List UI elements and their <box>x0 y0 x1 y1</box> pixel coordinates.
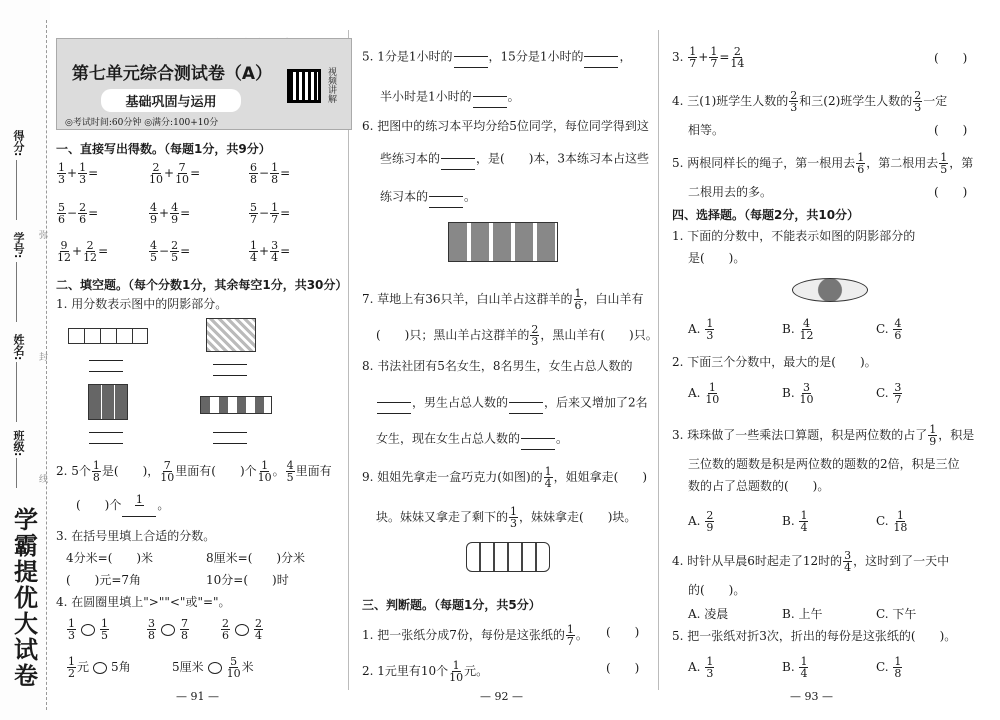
fill-q3d: 10分=( )时 <box>206 573 289 587</box>
calc-5: $\frac{4}{9}$ + $\frac{4}{9}$ = <box>150 201 191 226</box>
judge-q1-answer[interactable]: ( ) <box>606 625 640 639</box>
brand-logo: 学霸提优大试卷 <box>9 507 38 689</box>
fill-q6-line3: 练习本的 。 <box>380 186 476 208</box>
fill-q3: 3. 在括号里填上合适的分数。 <box>56 529 216 543</box>
oval-dots-figure <box>792 278 868 302</box>
answer-1 <box>88 350 124 372</box>
column-divider-2 <box>658 30 659 690</box>
diamond-grid-figure <box>88 384 128 420</box>
calc-9: $\frac{1}{4}$ + $\frac{3}{4}$ = <box>250 239 291 264</box>
fill-q4: 4. 在圆圈里填上">""<"或"="。 <box>56 595 231 609</box>
choice-q1-line2: 是( )。 <box>688 251 746 265</box>
seal-mark-3: 线 <box>37 474 47 483</box>
judge-q5: 5. 两根同样长的绳子，第一根用去 $\frac{1}{6}$ ，第二根用去 $\frac{1}{5}$ ，第 <box>672 151 974 176</box>
choice-q3-line3: 数的占了总题数的( )。 <box>688 479 830 493</box>
section-4-title: 四、选择题。（每题2分，共10分） <box>672 208 860 222</box>
score-label: 得分: <box>12 130 25 157</box>
calc-8: $\frac{4}{5}$ − $\frac{2}{5}$ = <box>150 239 191 264</box>
cut-line <box>46 20 47 710</box>
judge-q1: 1. 把一张纸分成7份，每份是这张纸的 $\frac{1}{7}$ 。 <box>362 623 588 648</box>
fill-q8-line3: 女生，现在女生占总人数的 。 <box>376 428 568 450</box>
choice-q2-a[interactable]: A. $\frac{1}{10}$ <box>688 381 720 406</box>
choice-q5-b[interactable]: B. $\frac{1}{4}$ <box>782 655 808 680</box>
choice-q4: 4. 时针从早晨6时起走了12时的 $\frac{3}{4}$ ，这时到了一天中 <box>672 549 950 574</box>
choice-q2-b[interactable]: B. $\frac{3}{10}$ <box>782 381 814 406</box>
fill-q2: 2. 5个 $\frac{1}{8}$ 是( )， $\frac{7}{10}$ 里面有( )个 $\frac{1}{10}$ 。 $\frac{4}{5}$ 里面有 <box>56 459 332 484</box>
judge-q4-answer[interactable]: ( ) <box>934 123 968 137</box>
chocolate-box-figure <box>466 542 550 572</box>
test-subtitle: 基础巩固与运用 <box>101 89 241 112</box>
choice-q3: 3. 珠珠做了一些乘法口算题，积是两位数的占了 $\frac{1}{9}$ ，积是 <box>672 423 975 448</box>
class-label: 班级: <box>12 430 25 457</box>
fill-q5-line2: 半小时是1小时的 。 <box>380 86 520 108</box>
page-number-93: — 93 — <box>790 690 833 703</box>
test-meta: ◎考试时间:60分钟 ◎满分:100+10分 <box>65 118 219 128</box>
pencil-grid-figure <box>206 318 256 352</box>
choice-q4-b[interactable]: B. 上午 <box>782 607 823 621</box>
calc-4: $\frac{5}{6}$ − $\frac{2}{6}$ = <box>58 201 99 226</box>
choice-q2-c[interactable]: C. $\frac{3}{7}$ <box>876 381 902 406</box>
seal-mark-1: 弥 <box>37 230 47 239</box>
fill-q8-line2: ，男生占总人数的 ，后来又增加了2名 <box>376 392 648 414</box>
judge-q5-line2: 二根用去的多。 <box>688 185 773 199</box>
judge-q4: 4. 三(1)班学生人数的 $\frac{2}{3}$ 和三(2)班学生人数的 $\frac{2}{3}$ 一定 <box>672 89 948 114</box>
calc-7: $\frac{9}{12}$ + $\frac{2}{12}$ = <box>57 239 109 264</box>
answer-4 <box>212 422 248 444</box>
section-1-title: 一、直接写出得数。（每题1分，共9分） <box>56 142 271 156</box>
star-strip-figure <box>68 328 148 344</box>
answer-3 <box>88 422 124 444</box>
student-id-line <box>16 262 17 322</box>
fill-q8: 8. 书法社团有5名女生，8名男生，女生占总人数的 <box>362 359 633 373</box>
fill-q3c: ( )元=7角 <box>66 573 142 587</box>
judge-q4-line2: 相等。 <box>688 123 725 137</box>
student-id-label: 学号: <box>12 232 25 259</box>
choice-q5: 5. 把一张纸对折3次，折出的每份是这张纸的( )。 <box>672 629 957 643</box>
page-number-92: — 92 — <box>480 690 523 703</box>
choice-q5-c[interactable]: C. $\frac{1}{8}$ <box>876 655 902 680</box>
qr-code-icon[interactable] <box>287 69 321 103</box>
fill-q7: 7. 草地上有36只羊，白山羊占这群羊的 $\frac{1}{6}$ ，白山羊有 <box>362 287 644 312</box>
choice-q4-line2: 的( )。 <box>688 583 746 597</box>
section-2-title: 二、填空题。（每个分数1分，其余每空1分，共30分） <box>56 278 348 292</box>
test-header <box>56 38 352 130</box>
name-label: 姓名: <box>12 334 25 361</box>
calc-6: $\frac{5}{7}$ − $\frac{1}{7}$ = <box>250 201 291 226</box>
name-line <box>16 362 17 422</box>
calc-3: $\frac{6}{8}$ − $\frac{1}{8}$ = <box>250 161 291 186</box>
calc-2: $\frac{2}{10}$ + $\frac{7}{10}$ = <box>149 161 201 186</box>
qr-label: 视频讲解 <box>326 67 336 103</box>
fill-q7-line2: ( )只；黑山羊占这群羊的 $\frac{2}{3}$ ，黑山羊有( )只。 <box>376 323 658 348</box>
test-title: 第七单元综合测试卷（A） <box>71 64 273 84</box>
choice-q3-c[interactable]: C. $\frac{1}{18}$ <box>876 509 908 534</box>
judge-q5-answer[interactable]: ( ) <box>934 185 968 199</box>
fill-q5: 5. 1分是1小时的 ，15分是1小时的 ， <box>362 46 631 68</box>
fill-q6-line2: 些练习本的 ，是( )本，3本练习本占这些 <box>380 148 649 170</box>
judge-q3-answer[interactable]: ( ) <box>934 51 968 65</box>
compare-1: $\frac{1}{3}$ $\frac{1}{5}$ <box>68 617 108 642</box>
choice-q3-b[interactable]: B. $\frac{1}{4}$ <box>782 509 808 534</box>
judge-q2: 2. 1元里有10个 $\frac{1}{10}$ 元。 <box>362 659 489 684</box>
fill-q9: 9. 姐姐先拿走一盒巧克力(如图)的 $\frac{1}{4}$ ，姐姐拿走( ) <box>362 465 648 490</box>
notebooks-figure <box>448 222 558 262</box>
compare-5: 5厘米 $\frac{5}{10}$ 米 <box>172 655 254 680</box>
compare-4: $\frac{1}{2}$ 元 5角 <box>68 655 131 680</box>
choice-q4-c[interactable]: C. 下午 <box>876 607 917 621</box>
answer-2 <box>212 354 248 376</box>
choice-q1: 1. 下面的分数中，不能表示如图的阴影部分的 <box>672 229 916 243</box>
fill-q3b: 8厘米=( )分米 <box>206 551 306 565</box>
choice-q3-a[interactable]: A. $\frac{2}{9}$ <box>688 509 714 534</box>
fill-q3a: 4分米=( )米 <box>66 551 154 565</box>
compare-2: $\frac{3}{8}$ $\frac{7}{8}$ <box>148 617 188 642</box>
choice-q4-a[interactable]: A. 凌晨 <box>688 607 729 621</box>
class-line <box>16 458 17 488</box>
bar-strip-figure <box>200 396 272 414</box>
choice-q1-a[interactable]: A. $\frac{1}{3}$ <box>688 317 714 342</box>
fill-q2-line2: ( )个 1 。 <box>76 494 169 517</box>
seal-mark-2: 封 <box>37 352 47 361</box>
choice-q5-a[interactable]: A. $\frac{1}{3}$ <box>688 655 714 680</box>
page-number-91: — 91 — <box>176 690 219 703</box>
choice-q1-c[interactable]: C. $\frac{4}{6}$ <box>876 317 902 342</box>
calc-1: $\frac{1}{3}$ + $\frac{1}{3}$ = <box>58 161 99 186</box>
compare-3: $\frac{2}{6}$ $\frac{2}{4}$ <box>222 617 262 642</box>
fill-q9-line2: 块。妹妹又拿走了剩下的 $\frac{1}{3}$ ，妹妹拿走( )块。 <box>376 505 637 530</box>
choice-q1-b[interactable]: B. $\frac{4}{12}$ <box>782 317 814 342</box>
fill-q1: 1. 用分数表示图中的阴影部分。 <box>56 297 228 311</box>
score-line <box>16 160 17 220</box>
choice-q2: 2. 下面三个分数中，最大的是( )。 <box>672 355 877 369</box>
judge-q3: 3. $\frac{1}{7}$ + $\frac{1}{7}$ = $\frac{2}{14}$ <box>672 45 745 70</box>
section-3-title: 三、判断题。（每题1分，共5分） <box>362 598 541 612</box>
choice-q3-line2: 三位数的题数是积是两位数的题数的2倍，积是三位 <box>688 457 960 471</box>
fill-q6: 6. 把图中的练习本平均分给5位同学，每位同学得到这 <box>362 119 649 133</box>
judge-q2-answer[interactable]: ( ) <box>606 661 640 675</box>
